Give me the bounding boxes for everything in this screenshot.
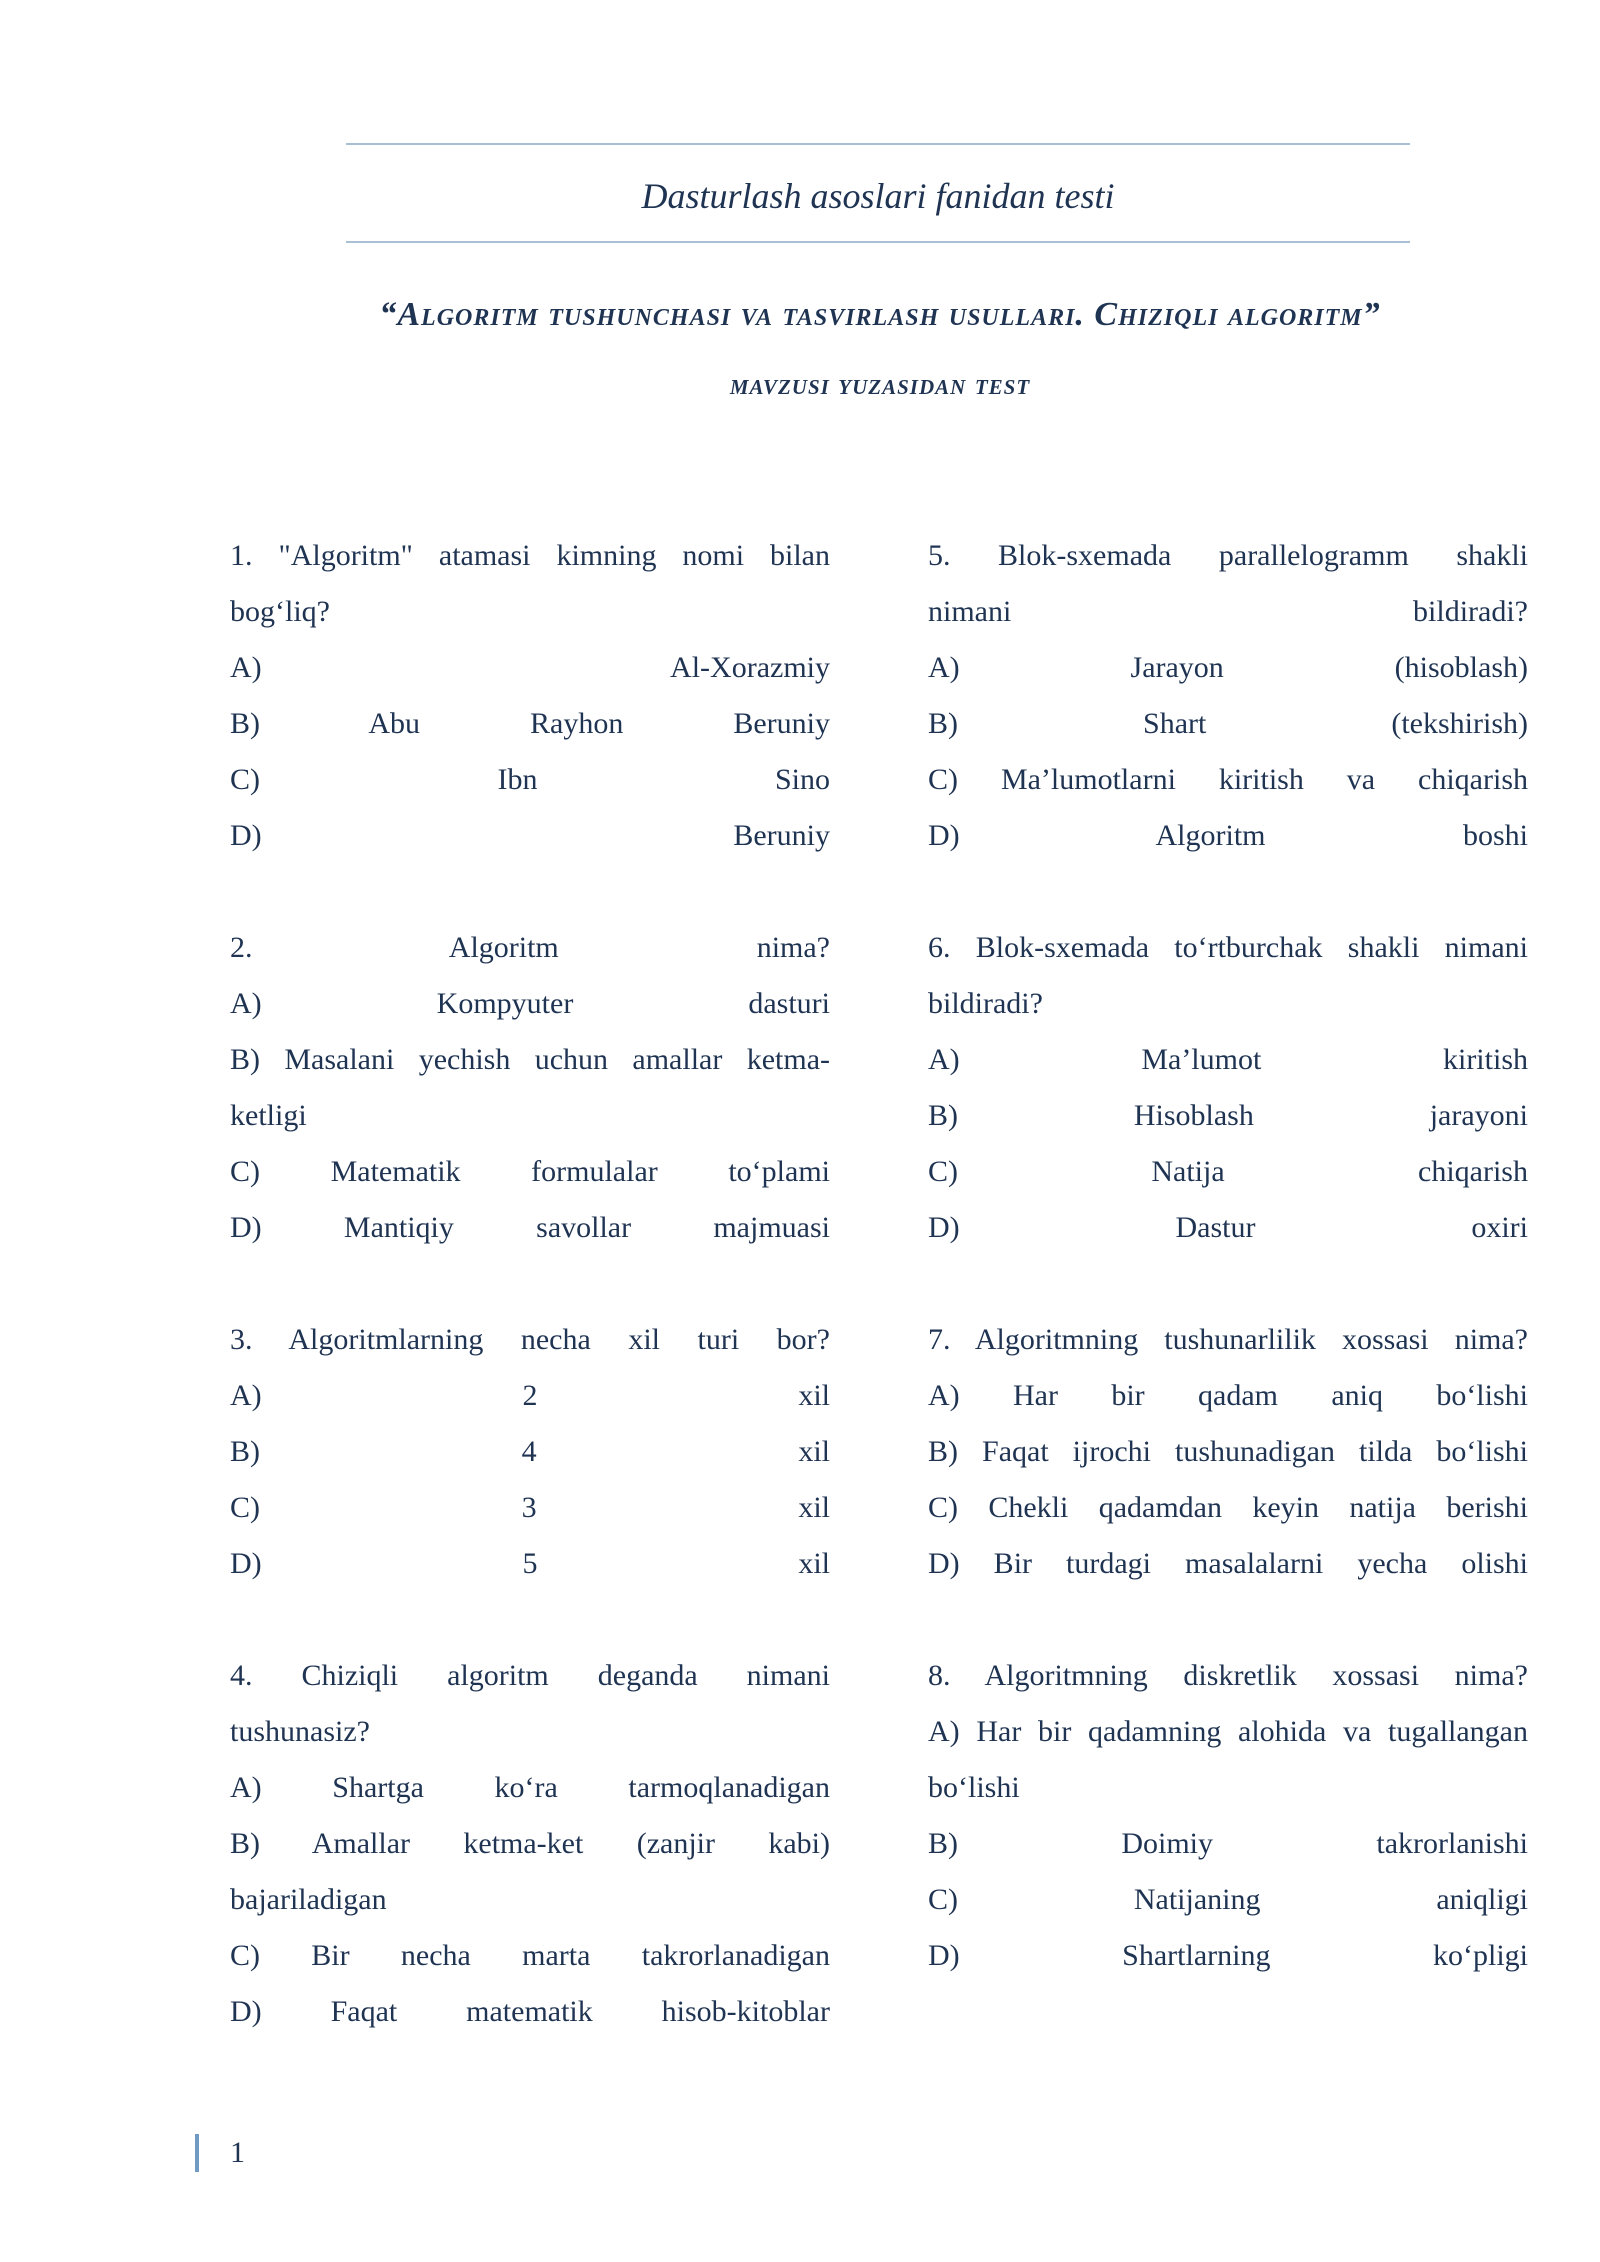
answer-option-a: A) Kompyuter dasturi: [230, 987, 830, 1020]
page-number-bar: [195, 2134, 199, 2172]
answer-option-d: D) 5 xil: [230, 1547, 830, 1580]
answer-option-b: B) Amallar ketma-ket (zanjir kabi): [230, 1827, 830, 1860]
question-text: 6. Blok-sxemada to‘rtburchak shakli nimani: [928, 931, 1528, 964]
question-text: 3. Algoritmlarning necha xil turi bor?: [230, 1323, 830, 1356]
document-header: [346, 143, 1410, 243]
answer-option-b: B) Shart (tekshirish): [928, 707, 1528, 740]
answer-option-a: A) Al-Xorazmiy: [230, 651, 830, 684]
answer-option-b: B) Abu Rayhon Beruniy: [230, 707, 830, 740]
question-8: [928, 1648, 1528, 1984]
answer-option-a: A) Ma’lumot kiritish: [928, 1043, 1528, 1076]
answer-option-b: B) Masalani yechish uchun amallar ketma-: [230, 1043, 830, 1076]
question-text: 4. Chiziqli algoritm deganda nimani: [230, 1659, 830, 1692]
answer-option-d: D) Mantiqiy savollar majmuasi: [230, 1211, 830, 1244]
question-7: [928, 1312, 1528, 1592]
answer-option-c: C) Chekli qadamdan keyin natija berishi: [928, 1491, 1528, 1524]
answer-option-b: B) Hisoblash jarayoni: [928, 1099, 1528, 1132]
answer-option-a-cont: bo‘lishi: [928, 1771, 1020, 1804]
question-text: 2. Algoritm nima?: [230, 931, 830, 964]
answer-option-d: D) Beruniy: [230, 819, 830, 852]
answer-option-d: D) Dastur oxiri: [928, 1211, 1528, 1244]
answer-option-d: D) Bir turdagi masalalarni yecha olishi: [928, 1547, 1528, 1580]
question-text: 7. Algoritmning tushunarlilik xossasi nima?: [928, 1323, 1528, 1356]
header-title: Dasturlash asoslari fanidan testi: [641, 176, 1115, 216]
answer-option-b-cont: bajariladigan: [230, 1883, 387, 1916]
answer-option-b: B) Faqat ijrochi tushunadigan tilda bo‘lishi: [928, 1435, 1528, 1468]
answer-option-a: A) Har bir qadam aniq bo‘lishi: [928, 1379, 1528, 1412]
answer-option-b: B) 4 xil: [230, 1435, 830, 1468]
question-4: [230, 1648, 830, 2040]
answer-option-c: C) Ma’lumotlarni kiritish va chiqarish: [928, 763, 1528, 796]
answer-option-c: C) Natijaning aniqligi: [928, 1883, 1528, 1916]
topic-subheading: mavzusi yuzasidan test: [729, 368, 1031, 401]
answer-option-d: D) Algoritm boshi: [928, 819, 1528, 852]
topic-heading: “Algoritm tushunchasi va tasvirlash usullari. Chiziqli algoritm”: [379, 296, 1381, 333]
question-text: 1. "Algoritm" atamasi kimning nomi bilan: [230, 539, 830, 572]
answer-option-b-cont: ketligi: [230, 1099, 307, 1132]
answer-option-b: B) Doimiy takrorlanishi: [928, 1827, 1528, 1860]
left-column: [230, 528, 830, 2096]
page-number: 1: [230, 2136, 245, 2169]
question-3: [230, 1312, 830, 1592]
answer-option-a: A) Har bir qadamning alohida va tugallangan: [928, 1715, 1528, 1748]
answer-option-d: D) Shartlarning ko‘pligi: [928, 1939, 1528, 1972]
answer-option-a: A) 2 xil: [230, 1379, 830, 1412]
question-text: 8. Algoritmning diskretlik xossasi nima?: [928, 1659, 1528, 1692]
question-text: bildiradi?: [928, 987, 1043, 1020]
answer-option-d: D) Faqat matematik hisob-kitoblar: [230, 1995, 830, 2028]
answer-option-c: C) Matematik formulalar to‘plami: [230, 1155, 830, 1188]
answer-option-c: C) 3 xil: [230, 1491, 830, 1524]
question-2: [230, 920, 830, 1256]
question-text: nimani bildiradi?: [928, 595, 1528, 628]
question-5: [928, 528, 1528, 864]
question-6: [928, 920, 1528, 1256]
question-1: [230, 528, 830, 864]
answer-option-c: C) Natija chiqarish: [928, 1155, 1528, 1188]
question-text: 5. Blok-sxemada parallelogramm shakli: [928, 539, 1528, 572]
right-column: [928, 528, 1528, 2040]
answer-option-a: A) Shartga ko‘ra tarmoqlanadigan: [230, 1771, 830, 1804]
answer-option-c: C) Ibn Sino: [230, 763, 830, 796]
answer-option-c: C) Bir necha marta takrorlanadigan: [230, 1939, 830, 1972]
question-text: tushunasiz?: [230, 1715, 370, 1748]
question-text: bog‘liq?: [230, 595, 330, 628]
answer-option-a: A) Jarayon (hisoblash): [928, 651, 1528, 684]
